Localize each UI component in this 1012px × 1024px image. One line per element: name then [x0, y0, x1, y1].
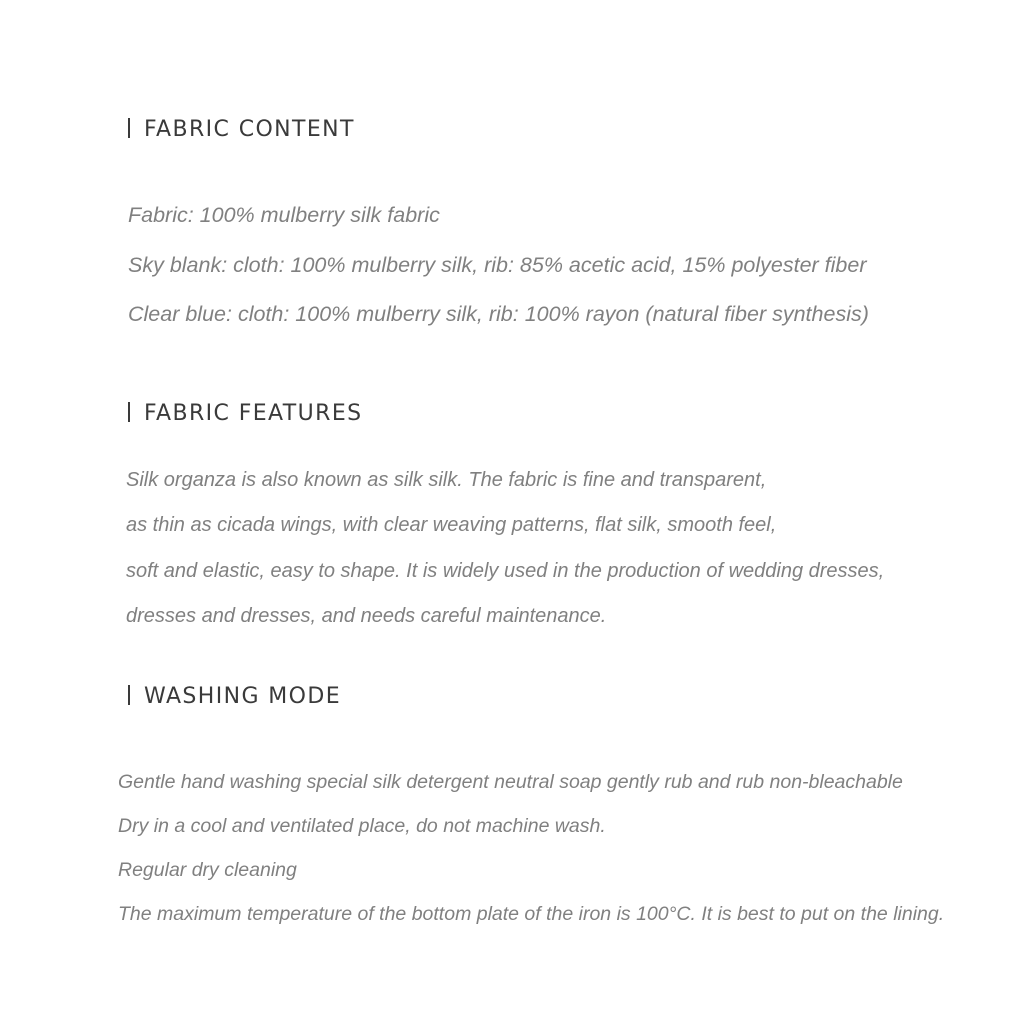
washing-mode-line: Dry in a cool and ventilated place, do not machine wash.: [118, 815, 606, 837]
heading-bar-icon: [128, 118, 130, 138]
heading-bar-icon: [128, 402, 130, 422]
fabric-content-line: Clear blue: cloth: 100% mulberry silk, rib: 100% rayon (natural fiber synthesis): [128, 302, 869, 326]
fabric-content-line: Fabric: 100% mulberry silk fabric: [128, 203, 440, 227]
fabric-features-line: Silk organza is also known as silk silk. The fabric is fine and transparent,: [126, 469, 767, 491]
fabric-features-heading-text: FABRIC FEATURES: [144, 401, 363, 426]
fabric-features-line: as thin as cicada wings, with clear weaving patterns, flat silk, smooth feel,: [126, 514, 777, 536]
washing-mode-line: The maximum temperature of the bottom plate of the iron is 100°C. It is best to put on the lining.: [118, 903, 945, 925]
fabric-content-heading: [128, 118, 355, 141]
washing-mode-line: Gentle hand washing special silk detergent neutral soap gently rub and rub non-bleachable: [118, 771, 903, 793]
heading-bar-icon: [128, 685, 130, 705]
fabric-content-heading-text: FABRIC CONTENT: [144, 117, 355, 142]
washing-mode-heading-text: WASHING MODE: [144, 684, 342, 709]
fabric-content-line: Sky blank: cloth: 100% mulberry silk, rib: 85% acetic acid, 15% polyester fiber: [128, 253, 867, 277]
washing-mode-heading: [128, 685, 341, 708]
washing-mode-line: Regular dry cleaning: [118, 859, 297, 881]
fabric-features-line: dresses and dresses, and needs careful maintenance.: [126, 605, 607, 627]
fabric-features-heading: [128, 402, 363, 425]
fabric-features-line: soft and elastic, easy to shape. It is widely used in the production of wedding dresses,: [126, 560, 885, 582]
